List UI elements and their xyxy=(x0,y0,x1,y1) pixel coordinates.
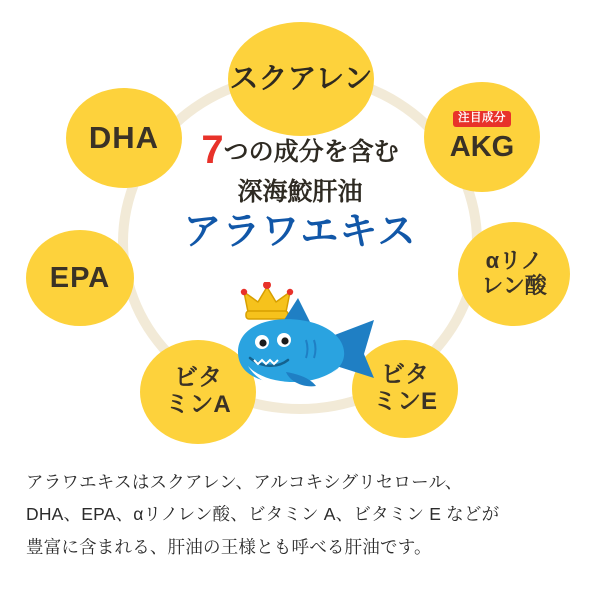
center-line-1-rest: つの成分を含む xyxy=(223,138,399,166)
bubble-alpha-linolenic xyxy=(458,222,570,326)
bubble-vitamin-e-line-2: ミンE xyxy=(372,388,437,415)
shark-illustration-icon xyxy=(214,282,384,408)
caption-line-2: DHA、EPA、αリノレン酸、ビタミン A、ビタミン E などが xyxy=(26,504,500,525)
bubble-squalene xyxy=(228,22,374,136)
bubble-alpha-linolenic-line-2: レン酸 xyxy=(481,273,547,298)
center-line-2: 深海鮫肝油 xyxy=(237,178,363,206)
bubble-epa xyxy=(26,230,134,326)
center-text-block xyxy=(150,130,450,253)
bubble-epa-label: EPA xyxy=(49,261,111,294)
product-name: アラワエキス xyxy=(183,211,417,253)
crown-icon xyxy=(241,282,293,319)
caption-line-1: アラワエキスはスクアレン、アルコキシグリセロール、 xyxy=(26,472,463,492)
bubble-akg-label: AKG xyxy=(449,131,515,164)
bubble-vitamin-a-line-1: ビタ xyxy=(174,364,222,392)
bubble-akg xyxy=(424,82,540,192)
bubble-vitamin-a-line-2: ミンA xyxy=(165,391,231,418)
bubble-dha-label: DHA xyxy=(88,119,160,155)
bubble-vitamin-e-line-1: ビタ xyxy=(381,361,429,389)
center-line-1 xyxy=(150,130,450,170)
caption-block xyxy=(26,466,578,563)
ingredient-count: 7 xyxy=(201,128,224,172)
bubble-dha xyxy=(66,88,182,188)
akg-highlight-tag: 注目成分 xyxy=(453,111,511,128)
shark-mascot xyxy=(214,282,384,408)
bubble-squalene-label: スクアレン xyxy=(229,62,373,95)
bubble-alpha-linolenic-line-1: αリノ xyxy=(485,248,543,274)
caption-line-3: 豊富に含まれる、肝油の王様とも呼べる肝油です。 xyxy=(26,536,432,557)
